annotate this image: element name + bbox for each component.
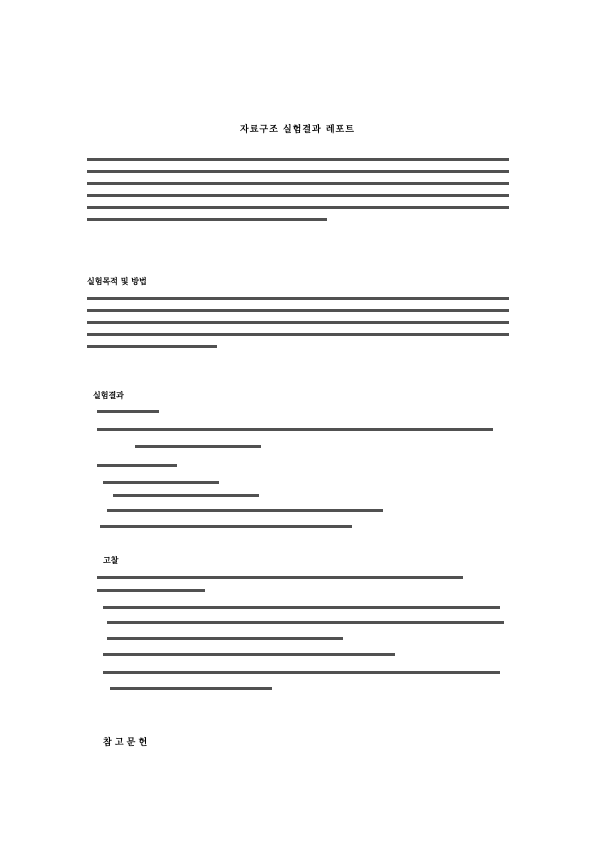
intro-paragraph [87,158,509,230]
text-line [87,194,509,197]
text-line [87,321,509,324]
text-line [87,218,327,221]
list-line [113,494,259,497]
list-line [107,621,504,624]
section1-paragraph [87,297,509,357]
list-line [103,606,500,609]
text-line [87,309,509,312]
list-line [107,637,343,640]
text-line [87,170,509,173]
list-line [97,576,463,579]
section-heading: 실험결과 [93,391,124,400]
page-marker: 참 고 문 헌 [103,738,148,748]
list-line [103,653,395,656]
list-line [103,481,219,484]
section-heading: 고찰 [103,556,119,565]
text-line [87,206,509,209]
document-title: 자료구조 실험결과 레포트 [240,125,355,135]
section-heading: 실험목적 및 방법 [87,277,147,286]
text-line [87,345,217,348]
list-line [103,671,500,674]
list-line [97,410,159,413]
list-line [135,445,261,448]
text-line [87,297,509,300]
text-line [87,333,509,336]
list-line [97,589,205,592]
list-line [107,509,383,512]
list-line [100,525,352,528]
list-line [110,687,272,690]
text-line [87,158,509,161]
list-line [97,428,493,431]
text-line [87,182,509,185]
list-line [97,464,177,467]
